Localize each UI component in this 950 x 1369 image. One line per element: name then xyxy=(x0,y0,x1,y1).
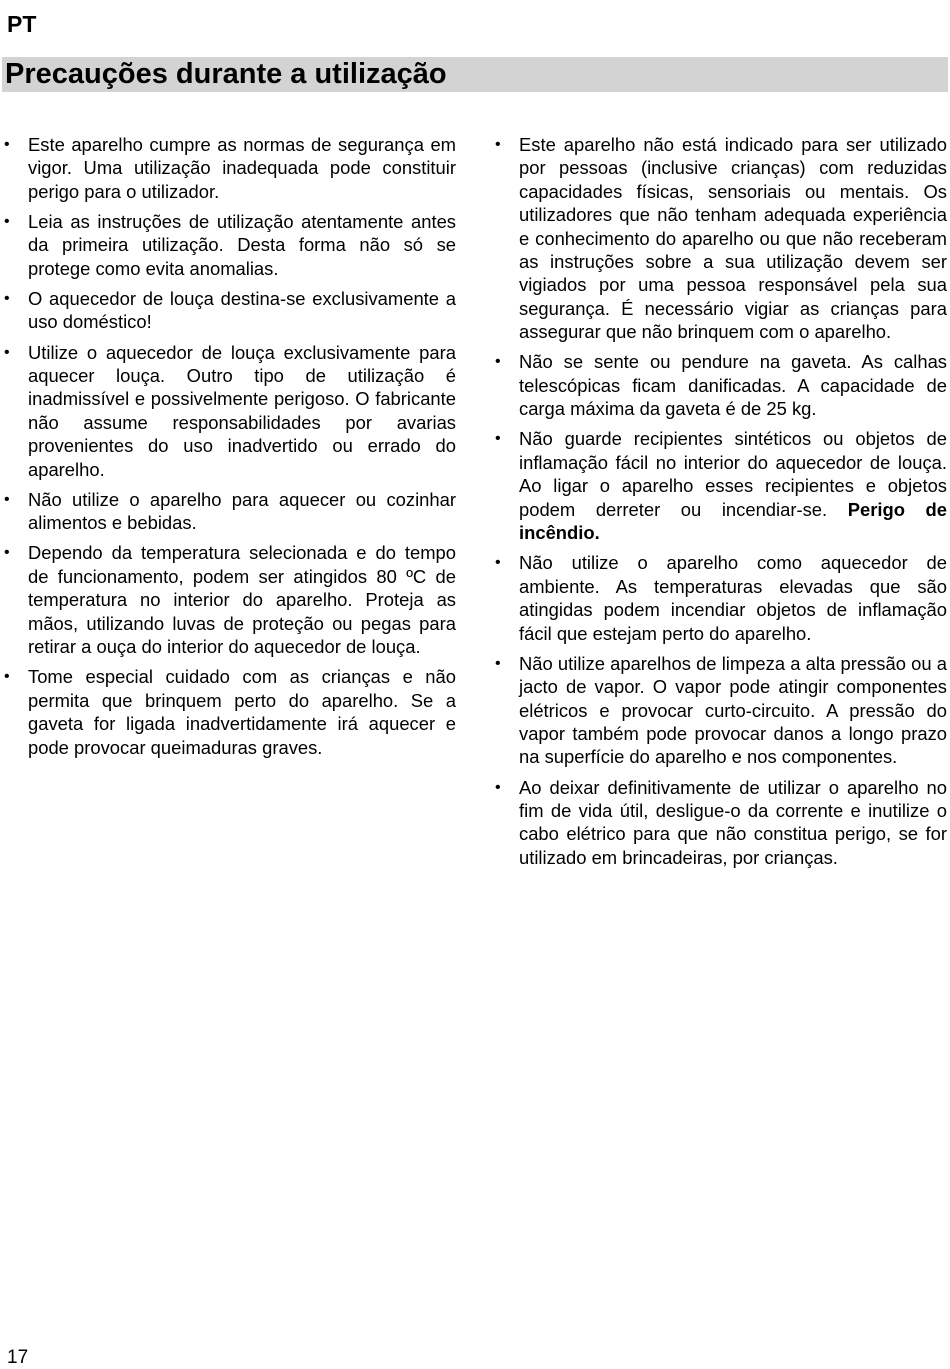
list-item: • Utilize o aquecedor de louça exclusivamente para aquecer louça. Outro tipo de utilização é inadmissível e possivelmente perigoso. O fabricante não assume responsabilidades por avarias provenientes do uso inadvertido ou errado do aparelho. xyxy=(28,341,456,481)
list-item: • Ao deixar definitivamente de utilizar o aparelho no fim de vida útil, desligue-o da corrente e inutilize o cabo elétrico para que não constitua perigo, se for utilizado em brincadeiras, por crianças. xyxy=(519,776,947,870)
list-item: • Este aparelho cumpre as normas de segurança em vigor. Uma utilização inadequada pode constituir perigo para o utilizador. xyxy=(28,133,456,203)
list-item: • Não utilize o aparelho como aquecedor de ambiente. As temperaturas elevadas que são atingidas podem incendiar objetos de inflamação fácil que estejam perto do aparelho. xyxy=(519,551,947,645)
list-item: • Não utilize o aparelho para aquecer ou cozinhar alimentos e bebidas. xyxy=(28,488,456,535)
language-tag: PT xyxy=(7,11,37,37)
fire-danger-warning: Perigo de incêndio. xyxy=(519,498,947,544)
section-title-bar xyxy=(2,57,948,92)
list-item: • Não se sente ou pendure na gaveta. As calhas telescópicas ficam danificadas. A capacidade de carga máxima da gaveta é de 25 kg. xyxy=(519,350,947,420)
list-item: • Dependo da temperatura selecionada e do tempo de funcionamento, podem ser atingidos 80 ºC de temperatura no interior do aparelho. Proteja as mãos, utilizando luvas de proteção ou pegas para retirar a ouça do interior do aquecedor de louça. xyxy=(28,541,456,658)
right-precautions-list xyxy=(519,133,947,876)
list-item: • Leia as instruções de utilização atentamente antes da primeira utilização. Desta forma não só se protege como evita anomalias. xyxy=(28,210,456,280)
page-title: Precauções durante a utilização xyxy=(5,58,447,90)
list-item: • O aquecedor de louça destina-se exclusivamente a uso doméstico! xyxy=(28,287,456,334)
list-item: • Tome especial cuidado com as crianças e não permita que brinquem perto do aparelho. Se a gaveta for ligada inadvertidamente irá aquecer e pode provocar queimaduras graves. xyxy=(28,665,456,759)
left-precautions-list xyxy=(28,133,456,766)
list-item: • Não utilize aparelhos de limpeza a alta pressão ou a jacto de vapor. O vapor pode atingir componentes elétricos e provocar curto-circuito. A pressão do vapor também pode provocar danos a longo prazo na superfície do aparelho e nos componentes. xyxy=(519,652,947,769)
list-item: • Este aparelho não está indicado para ser utilizado por pessoas (inclusive crianças) com reduzidas capacidades físicas, sensoriais ou mentais. Os utilizadores que não tenham adequada experiência e conhecimento do aparelho ou que não receberam as instruções sobre a sua utilização devem ser vigiados por uma pessoa responsável pela sua segurança. É necessário vigiar as crianças para assegurar que não brinquem com o aparelho. xyxy=(519,133,947,344)
list-item-fire-warning xyxy=(519,427,947,544)
list-item-text: Não guarde recipientes sintéticos ou objetos de inflamação fácil no interior do aquecedor de louça. Ao ligar o aparelho esses recipientes e objetos podem derreter ou incendiar-se. xyxy=(519,428,947,520)
page-number: 17 xyxy=(7,1347,29,1368)
